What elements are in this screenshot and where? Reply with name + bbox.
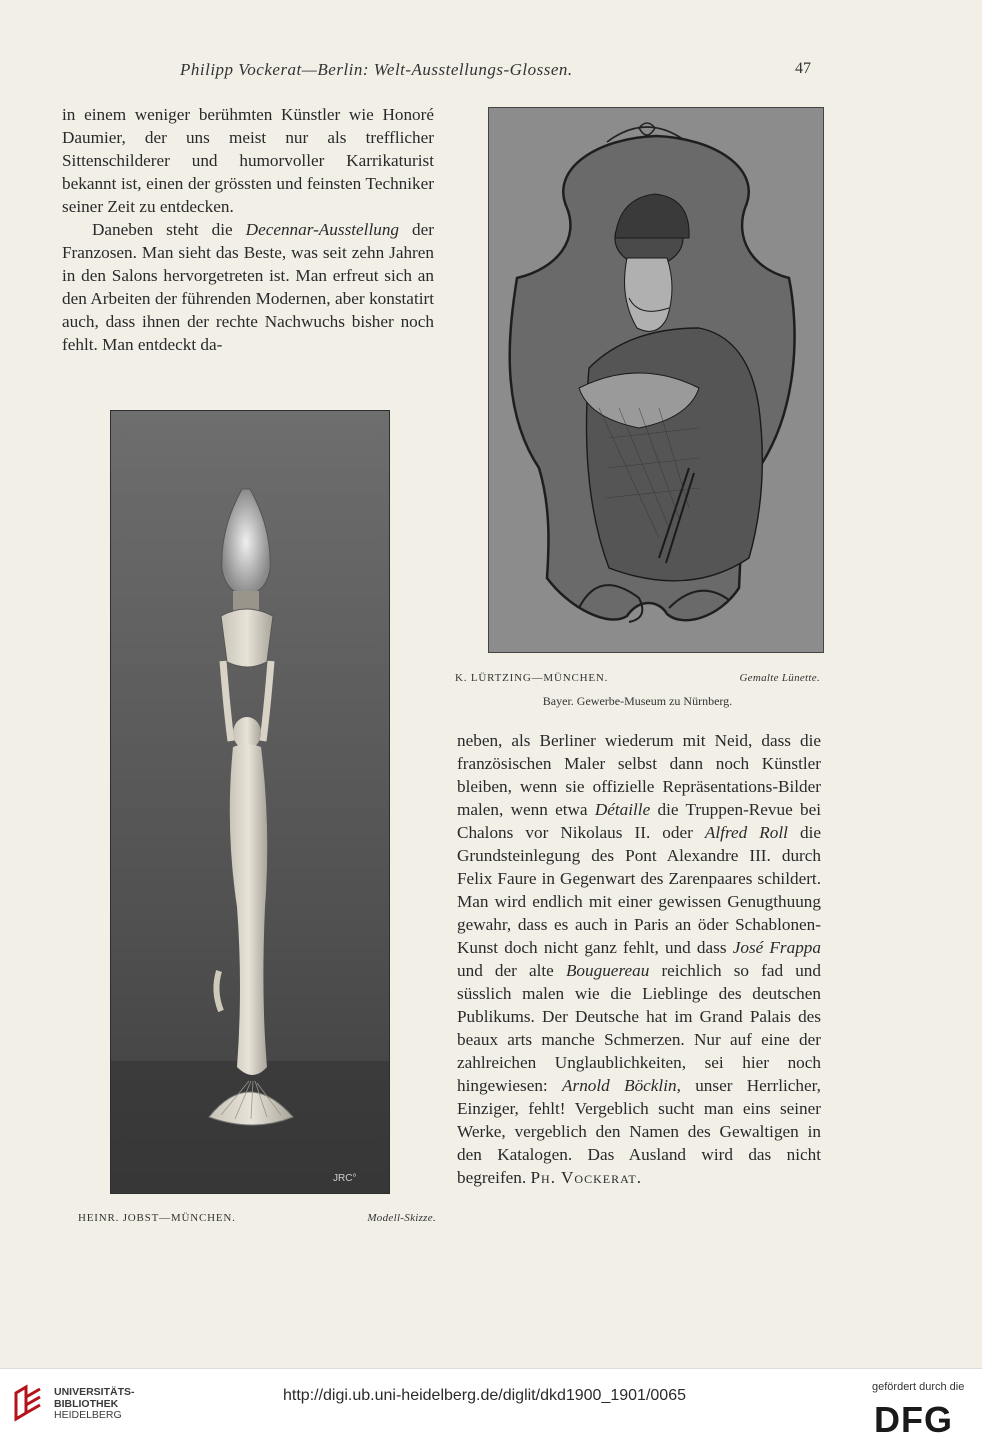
library-line-3: HEIDELBERG <box>54 1409 122 1421</box>
text-segment: unser Herrlicher, Einziger, fehlt! Vergeblich sucht man eins seiner Werke, vergeblich den Namen des Gewaltigen in den Katalogen. Das Ausland wird das nicht begreifen. <box>457 1076 821 1187</box>
lunette-drawing <box>489 108 823 652</box>
right-caption-title: Gemalte Lünette. <box>739 672 820 684</box>
photographer-monogram: JRC° <box>333 1173 357 1184</box>
funding-label: gefördert durch die <box>872 1381 965 1393</box>
paragraph-1: in einem weniger berühmten Künstler wie Honoré Daumier, der uns meist nur als trefflicher Sittenschilderer und humorvoller Karrikaturist bekannt ist, einen der grössten und feinsten Techniker seiner Zeit zu entdecken. <box>62 105 434 216</box>
paragraph-2-start: Daneben steht die <box>92 220 246 239</box>
page-number: 47 <box>795 60 811 77</box>
lunette-illustration <box>488 107 824 653</box>
text-segment: die Grundsteinlegung des Pont Alexandre III. durch Felix Faure in Gegenwart des Zarenpaares schildert. Man wird endlich mit einer gewissen Genugthuung gewahr, dass es auch in Paris an öder Schablonen-Kunst doch nicht ganz fehlt, und dass <box>457 823 821 957</box>
right-caption-artist: K. LÜRTZING—MÜNCHEN. <box>455 672 609 684</box>
paragraph-2-rest: der Franzosen. Man sieht das Beste, was seit zehn Jahren in den Salons hervorgetreten ist. Man erfreut sich an den Arbeiten der führenden Modernen, aber konstatirt auch, dass ihnen der rechte Nachwuchs bisher noch fehlt. Man entdeckt da- <box>62 220 434 354</box>
right-column-text <box>457 729 821 1189</box>
dfg-logo: DFG <box>874 1399 953 1440</box>
artist-boecklin: Arnold Böcklin, <box>562 1076 681 1095</box>
paragraph-2 <box>62 218 434 356</box>
library-line-1: UNIVERSITÄTS- <box>54 1386 135 1398</box>
left-caption-artist: HEINR. JOBST—MÜNCHEN. <box>78 1212 236 1224</box>
text-segment: neben, als Berliner wiederum mit Neid, dass die französischen Maler selbst dann noch Künstler bleiben, wenn sie offizielle Repräsentations-Bilder malen, wenn etwa <box>457 731 821 819</box>
lamp-sculpture-drawing <box>111 411 389 1193</box>
left-figure-caption <box>78 1212 436 1224</box>
footer-bar <box>0 1368 982 1442</box>
paragraph-3 <box>457 729 821 1189</box>
university-library-logo-icon <box>12 1383 46 1423</box>
right-figure-caption <box>455 672 820 684</box>
author-signature: Ph. Vockerat. <box>530 1168 643 1187</box>
left-column-text <box>62 103 434 356</box>
artist-roll: Alfred Roll <box>704 823 788 842</box>
artist-detaille: Détaille <box>594 800 651 819</box>
running-title: Philipp Vockerat—Berlin: Welt-Ausstellungs-Glossen. <box>180 60 573 79</box>
text-segment: reichlich so fad und süsslich malen wie die Lieblinge des deutschen Publikums. Der Deutsche hat im Grand Palais des beaux arts manche Schmerzen. Nur auf eine der zahlreichen Unglaublichkeiten, sei hier noch hingewiesen: <box>457 961 821 1095</box>
text-segment: und der alte <box>457 961 566 980</box>
lamp-sculpture-photo <box>110 410 390 1194</box>
artist-bouguereau: Bouguereau <box>565 961 650 980</box>
permalink-url[interactable]: http://digi.ub.uni-heidelberg.de/diglit/dkd1900_1901/0065 <box>283 1387 686 1404</box>
artist-frappa: José Frappa <box>732 938 821 957</box>
text-segment: die Truppen-Revue bei Chalons vor Nikolaus II. oder <box>457 800 821 842</box>
university-library-name <box>54 1387 135 1422</box>
left-caption-title: Modell-Skizze. <box>367 1212 436 1224</box>
exhibition-name: Decennar-Ausstellung <box>245 220 400 239</box>
library-line-2: BIBLIOTHEK <box>54 1397 119 1410</box>
right-caption-location: Bayer. Gewerbe-Museum zu Nürnberg. <box>542 694 733 708</box>
